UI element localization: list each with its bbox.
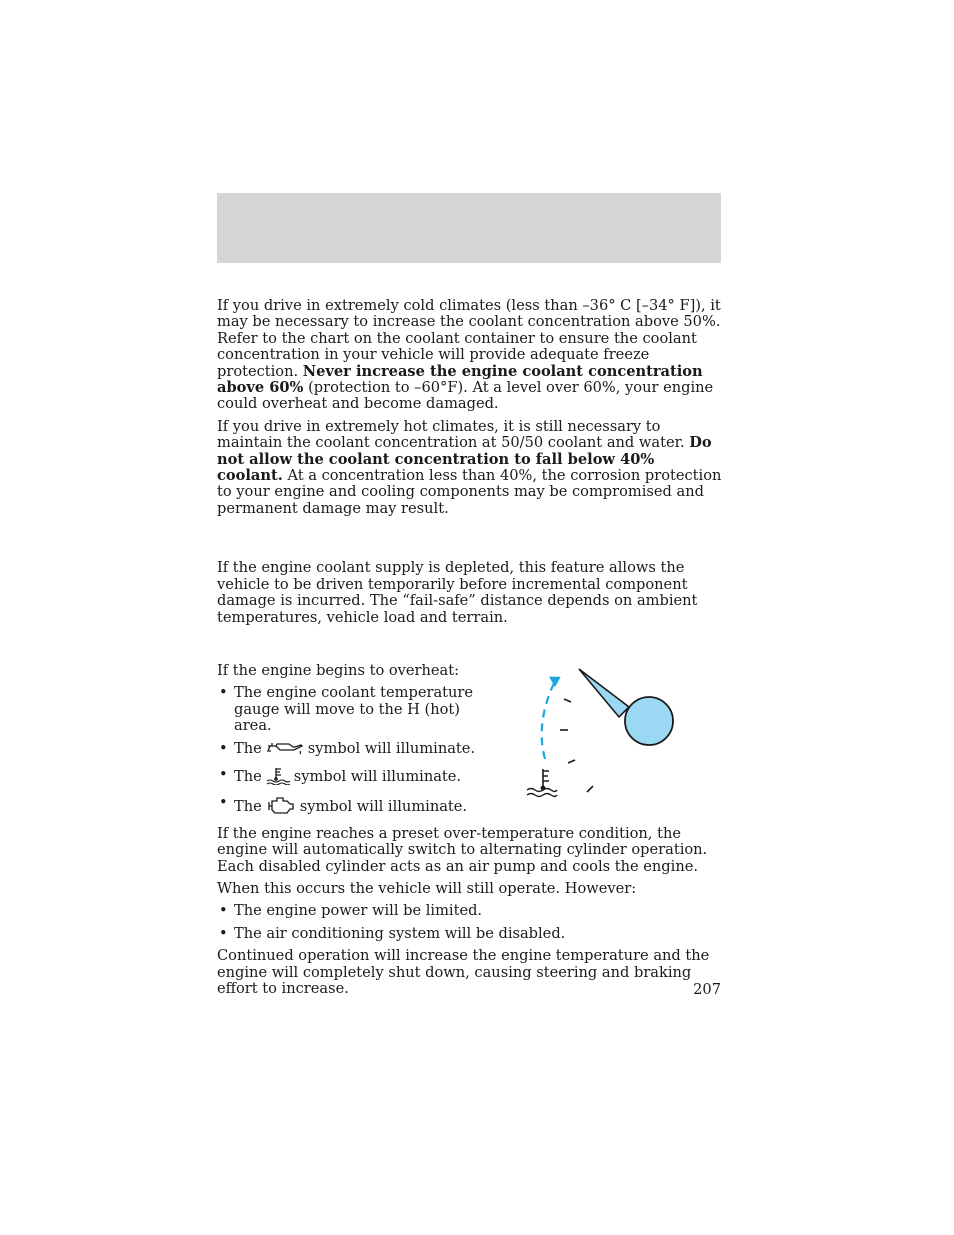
list-item xyxy=(217,767,479,789)
section-gap xyxy=(217,632,723,663)
cold-climate-paragraph xyxy=(217,298,723,413)
hot-climate-text: If you drive in extremely hot climates, it is still necessary to maintain the coolant concentration at 50/50 coolant and water. xyxy=(217,417,685,452)
bullet-text: The xyxy=(234,739,262,757)
list-item xyxy=(217,741,479,761)
page-number: 207 xyxy=(693,981,721,998)
cold-climate-text: If you drive in extremely cold climates (less than –36° C [–34° F]), it may be necessary to increase the coolant concentration above 50%. Refer to the chart on the coolant container to ensure the coolant concentration in your vehicle will provide adequate freeze protection. xyxy=(217,297,721,380)
gauge-coolant-icon xyxy=(527,769,557,797)
overheat-intro: If the engine begins to overheat: xyxy=(217,661,460,679)
fail-safe-paragraph: If the engine coolant supply is depleted, this feature allows the vehicle to be driven temporarily before incremental component damage is incurred. The “fail-safe” distance depends on ambient temperatures, vehicle load and terrain. xyxy=(217,559,698,626)
page-content xyxy=(217,298,723,1003)
bullet-text: The xyxy=(234,798,262,816)
bullet-text: symbol will illuminate. xyxy=(307,739,476,757)
over-temp-paragraph: If the engine reaches a preset over-temperature condition, the engine will automatically switch to alternating cylinder operation. Each disabled cylinder acts as an air pump and cools the engine. xyxy=(217,824,708,875)
list-item: • The engine power will be limited. xyxy=(217,903,723,919)
check-engine-icon xyxy=(266,795,296,819)
over-temp-bullets xyxy=(217,903,723,942)
coolant-temperature-icon xyxy=(266,767,290,789)
section-header-band xyxy=(217,193,721,263)
overheat-bullets xyxy=(217,685,479,819)
bullet-text: The engine coolant temperature gauge will move to the H (hot) area. xyxy=(234,684,474,735)
cold-climate-warning: Never increase the engine coolant concentration above 60% xyxy=(217,362,703,397)
hot-climate-tail: At a concentration less than 40%, the corrosion protection to your engine and cooling components may be compromised and permanent damage may result. xyxy=(217,467,722,517)
continued-operation-paragraph: Continued operation will increase the engine temperature and the engine will completely shut down, causing steering and braking effort to increase. xyxy=(217,947,710,997)
list-item: • The air conditioning system will be disabled. xyxy=(217,926,723,942)
section-gap xyxy=(217,523,723,560)
overheat-block xyxy=(217,663,723,820)
cold-climate-tail: (protection to –60°F). At a level over 60%, your engine could overheat and become damaged. xyxy=(217,379,714,413)
list-item xyxy=(217,795,479,819)
temperature-gauge-illustration xyxy=(517,663,687,803)
bullet-text: symbol will illuminate. xyxy=(293,767,462,785)
bullet-text: The xyxy=(234,767,262,785)
hot-climate-warning: Do not allow the coolant concentration to fall below 40% coolant. xyxy=(217,434,712,485)
bullet-text: symbol will illuminate. xyxy=(299,798,468,816)
hot-climate-paragraph xyxy=(217,419,723,517)
oil-can-icon xyxy=(266,741,304,761)
overheat-list-column xyxy=(217,663,479,820)
still-operate-paragraph: When this occurs the vehicle will still operate. However: xyxy=(217,879,637,897)
list-item xyxy=(217,685,479,734)
